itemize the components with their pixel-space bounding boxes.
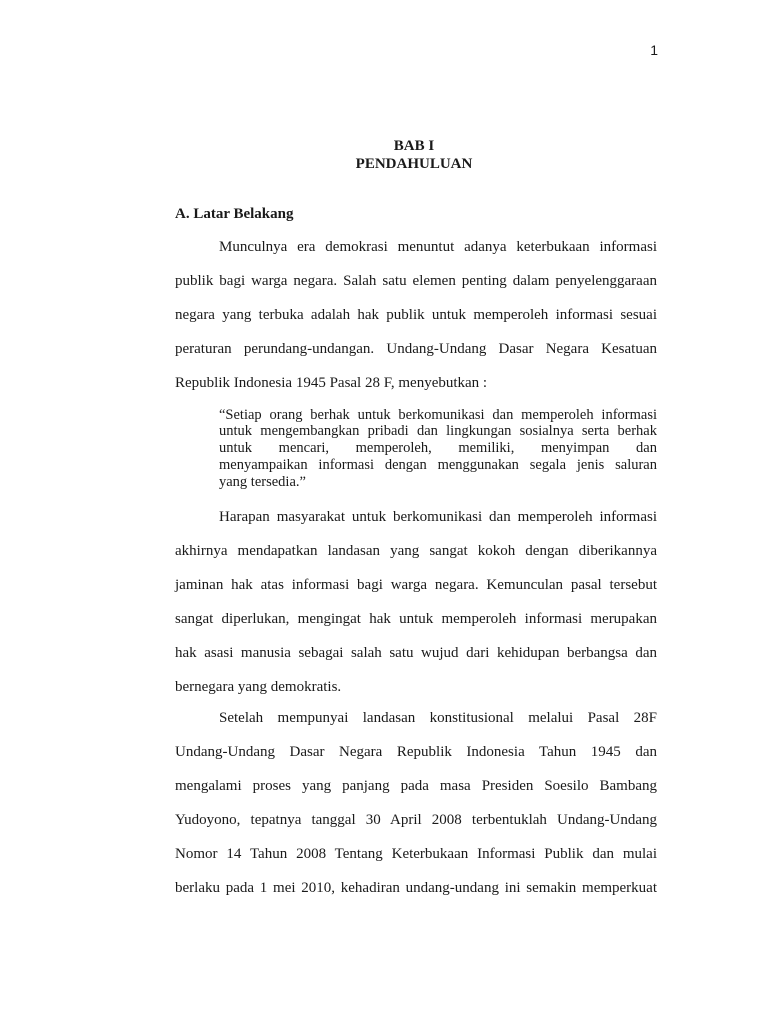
paragraph-line: akhirnya mendapatkan landasan yang sangat kokoh dengan diberikannya: [175, 543, 657, 559]
page-number: 1: [650, 42, 658, 58]
chapter-number: BAB I: [393, 138, 435, 154]
paragraph-line: Republik Indonesia 1945 Pasal 28 F, menyebutkan :: [175, 375, 488, 391]
paragraph-line: Yudoyono, tepatnya tanggal 30 April 2008 terbentuklah Undang-Undang: [175, 812, 657, 828]
paragraph-line: Harapan masyarakat untuk berkomunikasi dan memperoleh informasi: [219, 509, 657, 525]
paragraph-line: jaminan hak atas informasi bagi warga negara. Kemunculan pasal tersebut: [175, 577, 657, 593]
paragraph-line: Undang-Undang Dasar Negara Republik Indonesia Tahun 1945 dan: [175, 744, 657, 760]
section-heading: A. Latar Belakang: [175, 206, 294, 222]
paragraph-line: berlaku pada 1 mei 2010, kehadiran undang-undang ini semakin memperkuat: [175, 880, 657, 896]
paragraph-line: Nomor 14 Tahun 2008 Tentang Keterbukaan Informasi Publik dan mulai: [175, 846, 657, 862]
paragraph-line: sangat diperlukan, mengingat hak untuk memperoleh informasi merupakan: [175, 611, 657, 627]
quote-line: untuk mencari, memperoleh, memiliki, menyimpan dan: [219, 440, 657, 456]
paragraph-line: bernegara yang demokratis.: [175, 679, 342, 695]
paragraph-line: mengalami proses yang panjang pada masa Presiden Soesilo Bambang: [175, 778, 657, 794]
paragraph-line: Setelah mempunyai landasan konstitusional melalui Pasal 28F: [219, 710, 657, 726]
quote-line: yang tersedia.”: [219, 474, 306, 490]
paragraph-line: peraturan perundang-undangan. Undang-Undang Dasar Negara Kesatuan: [175, 341, 657, 357]
quote-line: “Setiap orang berhak untuk berkomunikasi dan memperoleh informasi: [219, 407, 657, 423]
paragraph-line: Munculnya era demokrasi menuntut adanya keterbukaan informasi: [219, 239, 657, 255]
chapter-title: PENDAHULUAN: [355, 156, 473, 172]
paragraph-line: negara yang terbuka adalah hak publik untuk memperoleh informasi sesuai: [175, 307, 657, 323]
quote-line: menyampaikan informasi dengan menggunakan segala jenis saluran: [219, 457, 657, 473]
paragraph-line: hak asasi manusia sebagai salah satu wujud dari kehidupan berbangsa dan: [175, 645, 657, 661]
paragraph-line: publik bagi warga negara. Salah satu elemen penting dalam penyelenggaraan: [175, 273, 657, 289]
quote-line: untuk mengembangkan pribadi dan lingkungan sosialnya serta berhak: [219, 423, 657, 439]
